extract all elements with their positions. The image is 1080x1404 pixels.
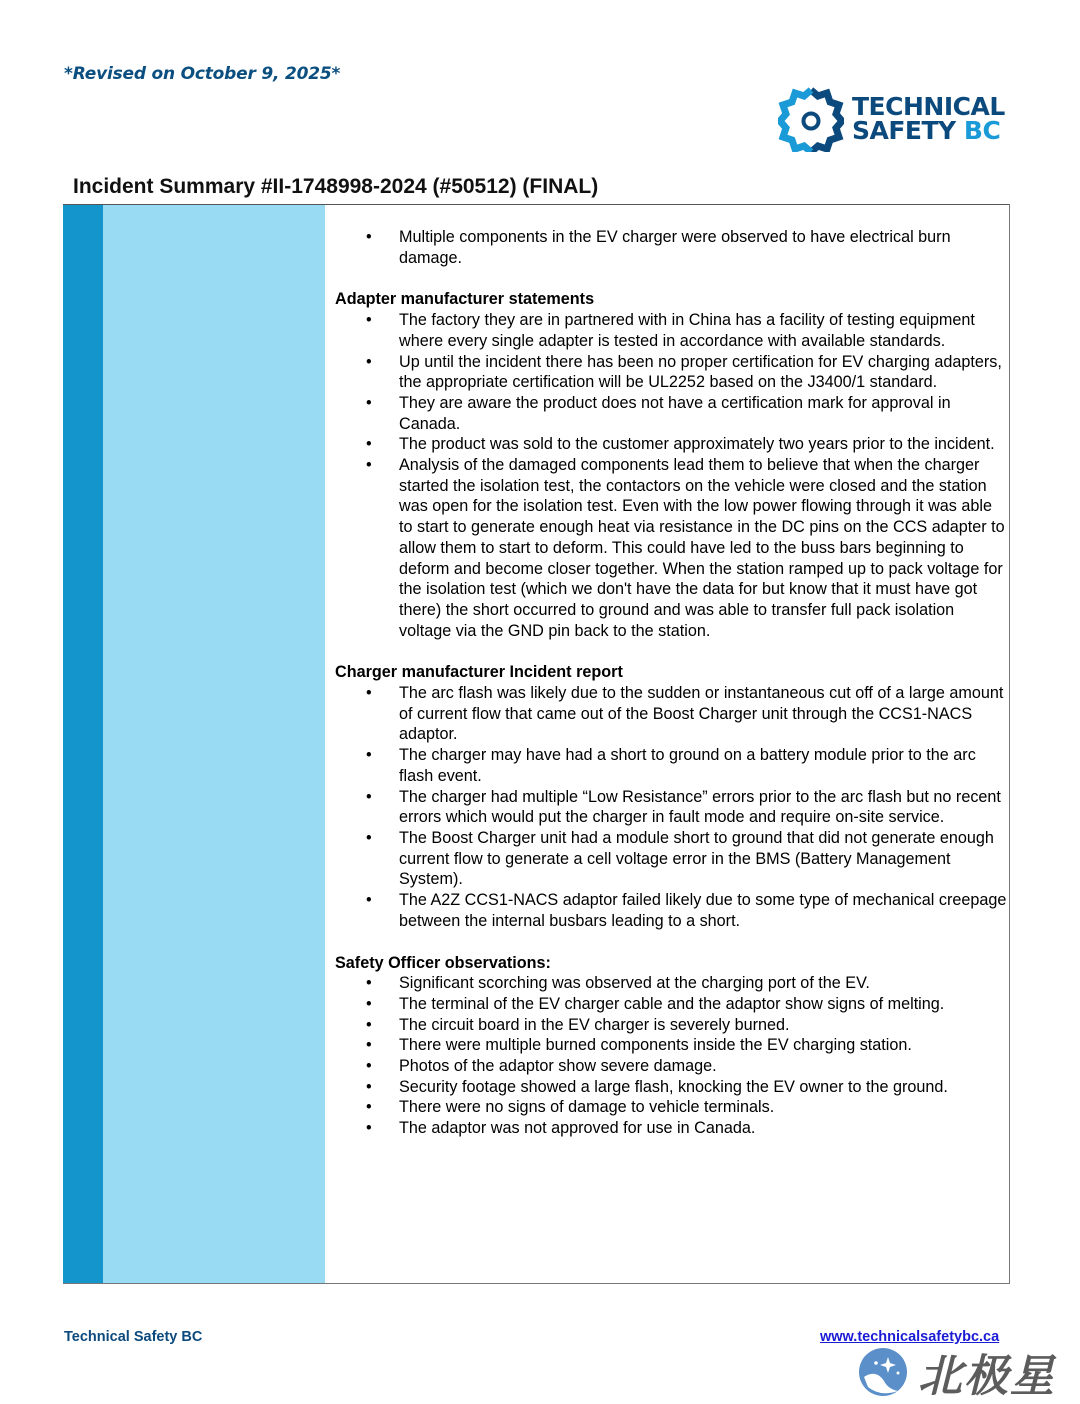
footer-organization: Technical Safety BC: [64, 1329, 203, 1345]
list-item: • The terminal of the EV charger cable and the adaptor show signs of melting.: [335, 994, 1007, 1015]
incident-summary-table: [63, 204, 1010, 1284]
logo-line-2: [852, 116, 1005, 145]
list-item: • Multiple components in the EV charger were observed to have electrical burn damage.: [335, 227, 1007, 268]
list-item: • The factory they are in partnered with in China has a facility of testing equipment where every single adapter is tested in accordance with available standards.: [335, 310, 1007, 351]
section-heading-adapter-manufacturer: Adapter manufacturer statements: [335, 290, 595, 309]
adapter-manufacturer-list: [335, 310, 1007, 641]
section-heading-charger-manufacturer: Charger manufacturer Incident report: [335, 663, 623, 682]
list-item: • They are aware the product does not have a certification mark for approval in Canada.: [335, 393, 1007, 434]
logo-line-1: TECHNICAL: [852, 92, 1005, 121]
list-item: • Security footage showed a large flash, knocking the EV owner to the ground.: [335, 1077, 1007, 1098]
footer-website-link[interactable]: www.technicalsafetybc.ca: [820, 1329, 1000, 1345]
logo-word-bc: BC: [963, 116, 1001, 145]
list-item: • The charger had multiple “Low Resistance” errors prior to the arc flash but no recent errors which would put the charger in fault mode and require on-site service.: [335, 787, 1007, 828]
list-item: • Photos of the adaptor show severe damage.: [335, 1056, 1007, 1077]
gear-icon: [778, 86, 844, 152]
technical-safety-bc-logo: [778, 86, 1005, 152]
revised-note: *Revised on October 9, 2025*: [64, 64, 341, 84]
logo-wordmark: [852, 92, 1005, 145]
list-item: • Significant scorching was observed at the charging port of the EV.: [335, 973, 1007, 994]
watermark-text: 北极星: [918, 1351, 1056, 1402]
star-logo-icon: [858, 1347, 908, 1397]
list-item: • The adaptor was not approved for use in Canada.: [335, 1118, 1007, 1139]
list-item: • There were no signs of damage to vehicle terminals.: [335, 1097, 1007, 1118]
page-title: Incident Summary #II-1748998-2024 (#50512) (FINAL): [73, 175, 599, 198]
list-item: • The Boost Charger unit had a module short to ground that did not generate enough current flow to generate a cell voltage error in the BMS (Battery Management System).: [335, 828, 1007, 890]
logo-word-safety: SAFETY: [852, 116, 956, 145]
safety-officer-list: [335, 973, 1007, 1139]
list-item: • The circuit board in the EV charger is severely burned.: [335, 1015, 1007, 1036]
watermark: [858, 1340, 1056, 1404]
list-item: • The A2Z CCS1-NACS adaptor failed likely due to some type of mechanical creepage between the internal busbars leading to a short.: [335, 890, 1007, 931]
incident-details: [335, 227, 1007, 1139]
section-heading-safety-officer: Safety Officer observations:: [335, 953, 551, 972]
left-band-light: [103, 205, 325, 1283]
list-item: • The product was sold to the customer approximately two years prior to the incident.: [335, 434, 1007, 455]
left-band-dark: [63, 205, 103, 1283]
charger-manufacturer-list: [335, 683, 1007, 931]
list-item: • Up until the incident there has been no proper certification for EV charging adapters, the appropriate certification will be UL2252 based on the J3400/1 standard.: [335, 352, 1007, 393]
intro-bullet-list: [335, 227, 1007, 268]
list-item: • The charger may have had a short to ground on a battery module prior to the arc flash event.: [335, 745, 1007, 786]
list-item: • The arc flash was likely due to the sudden or instantaneous cut off of a large amount of current flow that came out of the Boost Charger unit through the CCS1-NACS adaptor.: [335, 683, 1007, 745]
list-item: • There were multiple burned components inside the EV charging station.: [335, 1035, 1007, 1056]
list-item: • Analysis of the damaged components lead them to believe that when the charger started the isolation test, the contactors on the vehicle were closed and the station was open for the isolation test. Even with the low power flowing through it was able to start to generate enough heat via resistance in the DC pins on the CCS adapter to allow them to start to deform. This could have led to the buss bars beginning to deform and become closer together. When the station ramped up to pack voltage for the isolation test (which we don't have the data for but know that it must have got there) the short occurred to ground and was able to transfer full pack isolation voltage via the GND pin back to the station.: [335, 455, 1007, 641]
